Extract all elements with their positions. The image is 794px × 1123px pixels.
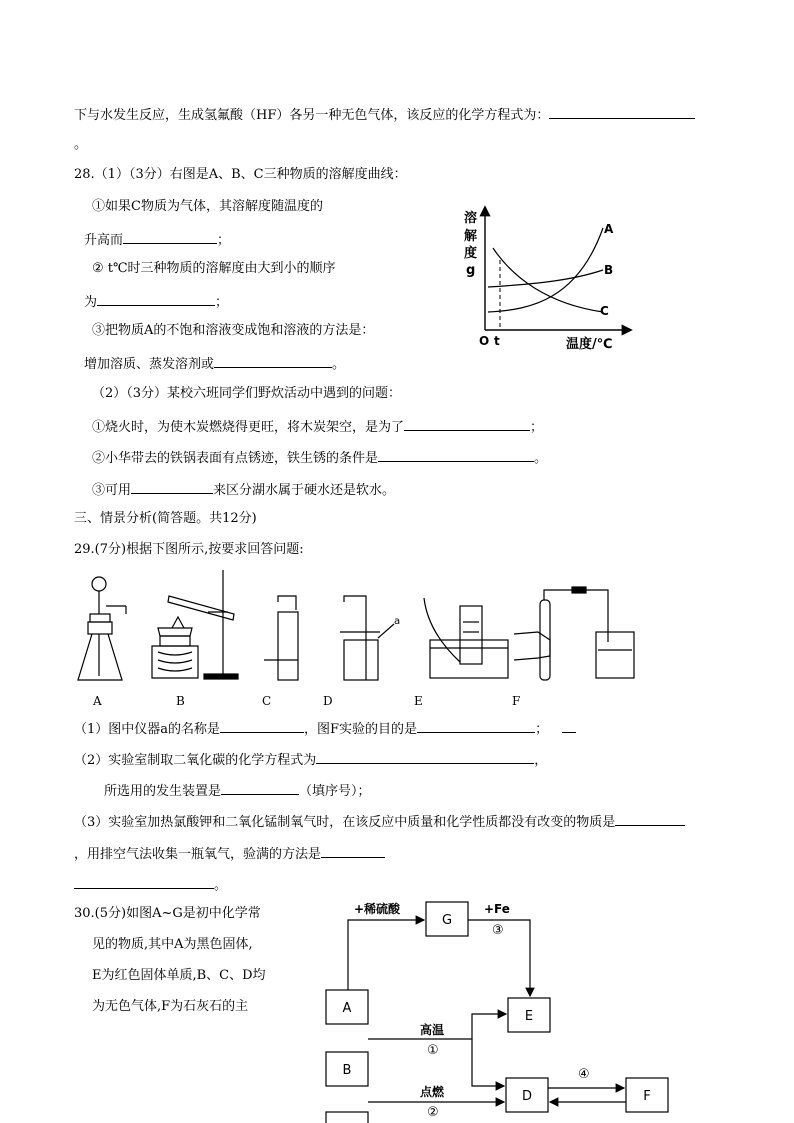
y-label-3: 度 xyxy=(464,246,478,261)
q28-3-text: 增加溶质、蒸发溶剂或 xyxy=(84,357,215,372)
instrument-a-label: a xyxy=(394,616,401,627)
q28-1-line1: ①如果C物质为气体，其溶解度随温度的 xyxy=(92,199,323,214)
origin-label: O xyxy=(479,334,490,348)
q28-f-text2: 来区分湖水属于硬水还是软水。 xyxy=(213,483,396,498)
q29-2b-text: 所选用的发生装置是 xyxy=(104,784,222,799)
q29-2-text: （2）实验室制取二氧化碳的化学方程式为 xyxy=(74,753,317,768)
q29-1 xyxy=(74,718,576,739)
punct: ； xyxy=(215,295,229,310)
apparatus-label-F: F xyxy=(512,694,521,708)
q29-3b-text: ，用排空气法收集一瓶氧气，验满的方法是 xyxy=(74,847,322,862)
solubility-chart xyxy=(458,200,638,350)
q28-1-line2 xyxy=(84,229,230,250)
arrow-A-to-G xyxy=(348,920,424,990)
label-step3: ③ xyxy=(492,923,504,938)
punct: 。 xyxy=(332,357,346,372)
punct: 。 xyxy=(214,878,228,893)
q29-1-text2: ，图F实验的目的是 xyxy=(304,722,418,737)
q28-d-text: ①烧火时，为使木炭燃烧得更旺，将木炭架空，是为了 xyxy=(92,420,405,435)
label-step1: ① xyxy=(427,1043,439,1058)
box-B-label: B xyxy=(342,1063,352,1078)
punct: ； xyxy=(535,722,549,737)
apparatus-label-C: C xyxy=(262,694,272,708)
label-dilute-acid: +稀硫酸 xyxy=(354,902,401,916)
y-label-1: 溶 xyxy=(464,211,478,226)
answer-blank[interactable] xyxy=(378,447,534,462)
q28-part2-d xyxy=(92,416,543,437)
q30-line3: E为红色固体单质,B、C、D均 xyxy=(92,968,266,983)
y-label-2: 解 xyxy=(464,229,478,244)
arrow-AB-to-D xyxy=(472,1039,504,1086)
box-C-partial xyxy=(326,1112,368,1123)
q30-line2: 见的物质,其中A为黑色固体, xyxy=(92,937,253,952)
answer-blank[interactable] xyxy=(123,229,217,244)
box-D-label: D xyxy=(521,1089,533,1104)
q28-f-text: ③可用 xyxy=(92,483,132,498)
apparatus-D xyxy=(340,596,394,680)
answer-blank[interactable] xyxy=(220,718,304,733)
q29-3-text: （3）实验室加热氯酸钾和二氧化锰制氧气时，在该反应中质量和化学性质都没有改变的物质是 xyxy=(74,815,616,830)
punct: ， xyxy=(534,753,548,768)
q28-part2-title: （2）（3分）某校六班同学们野炊活动中遇到的问题： xyxy=(92,386,402,401)
y-label-4: g xyxy=(466,263,476,278)
reaction-flow-diagram xyxy=(318,896,678,1123)
q29-1-text: （1）图中仪器a的名称是 xyxy=(74,722,221,737)
box-A-label: A xyxy=(342,1001,352,1016)
label-step2: ② xyxy=(427,1105,439,1120)
section-3-heading: 三、情景分析(简答题。共12分) xyxy=(74,511,257,526)
apparatus-label-D: D xyxy=(323,694,333,708)
apparatus-B xyxy=(152,570,238,679)
q28-2-line2 xyxy=(84,291,228,312)
q29-3b xyxy=(74,843,385,864)
box-F-label: F xyxy=(643,1089,651,1104)
answer-blank[interactable] xyxy=(131,479,213,494)
answer-blank[interactable] xyxy=(404,416,530,431)
answer-blank[interactable] xyxy=(221,780,299,795)
q29-2 xyxy=(74,749,547,770)
q30-line1: 30.(5分)如图A~G是初中化学常 xyxy=(74,906,261,921)
apparatus-figure xyxy=(68,562,648,690)
apparatus-label-A: A xyxy=(93,694,102,708)
q28-part2-e xyxy=(92,447,547,468)
q28-1-text: 升高而 xyxy=(84,233,124,248)
q28-2-line1: ② t℃时三种物质的溶解度由大到小的顺序 xyxy=(92,261,336,276)
q28-2-text: 为 xyxy=(84,295,98,310)
answer-blank[interactable] xyxy=(562,718,576,733)
curve-label-B: B xyxy=(604,263,614,277)
answer-blank[interactable] xyxy=(316,749,534,764)
q29-3c xyxy=(74,874,227,895)
label-high-temp: 高温 xyxy=(420,1023,445,1037)
q27-tail-text: 下与水发生反应，生成氢氟酸（HF）各另一种无色气体，该反应的化学方程式为： xyxy=(74,108,550,123)
q28-e-text: ②小华带去的铁锅表面有点锈迹，铁生锈的条件是 xyxy=(92,451,379,466)
q29-3 xyxy=(74,811,685,832)
q28-3-line1: ③把物质A的不饱和溶液变成饱和溶液的方法是： xyxy=(92,323,375,338)
apparatus-label-E: E xyxy=(414,694,423,708)
punct: ； xyxy=(530,420,544,435)
label-fe: +Fe xyxy=(484,902,510,916)
box-G-label: G xyxy=(441,913,453,928)
box-E-label: E xyxy=(524,1009,534,1024)
apparatus-F xyxy=(514,587,634,680)
answer-blank[interactable] xyxy=(549,104,695,119)
q29-2b xyxy=(104,780,371,801)
punct: 。 xyxy=(534,451,548,466)
apparatus-label-B: B xyxy=(176,694,185,708)
q27-tail-end: 。 xyxy=(74,137,88,152)
curve-B xyxy=(488,270,603,287)
apparatus-E xyxy=(424,598,508,678)
q28-3-line2 xyxy=(84,353,345,374)
q28-part2-f xyxy=(92,479,395,500)
answer-blank[interactable] xyxy=(321,843,385,858)
answer-blank[interactable] xyxy=(615,811,685,826)
q29-title: 29.(7分)根据下图所示,按要求回答问题: xyxy=(74,542,304,557)
label-step4: ④ xyxy=(578,1067,590,1082)
q28-title: 28.（1）（3分）右图是A、B、C三种物质的溶解度曲线： xyxy=(74,167,407,182)
q29-2b-text2: （填序号）； xyxy=(299,784,371,799)
punct: ； xyxy=(217,233,231,248)
curve-C xyxy=(493,248,603,312)
curve-label-A: A xyxy=(604,222,614,236)
answer-blank[interactable] xyxy=(214,353,332,368)
q30-line4: 为无色气体,F为石灰石的主 xyxy=(92,999,249,1014)
curve-A xyxy=(488,228,603,312)
q27-tail-line xyxy=(74,104,695,125)
x-axis-label: 温度/℃ xyxy=(566,337,613,350)
label-ignite: 点燃 xyxy=(420,1085,445,1099)
apparatus-C xyxy=(264,596,298,680)
answer-blank[interactable] xyxy=(97,291,215,306)
t-tick-label: t xyxy=(494,334,500,348)
answer-blank[interactable] xyxy=(74,874,214,889)
apparatus-A xyxy=(78,577,126,680)
answer-blank[interactable] xyxy=(417,718,535,733)
curve-label-C: C xyxy=(600,304,609,318)
